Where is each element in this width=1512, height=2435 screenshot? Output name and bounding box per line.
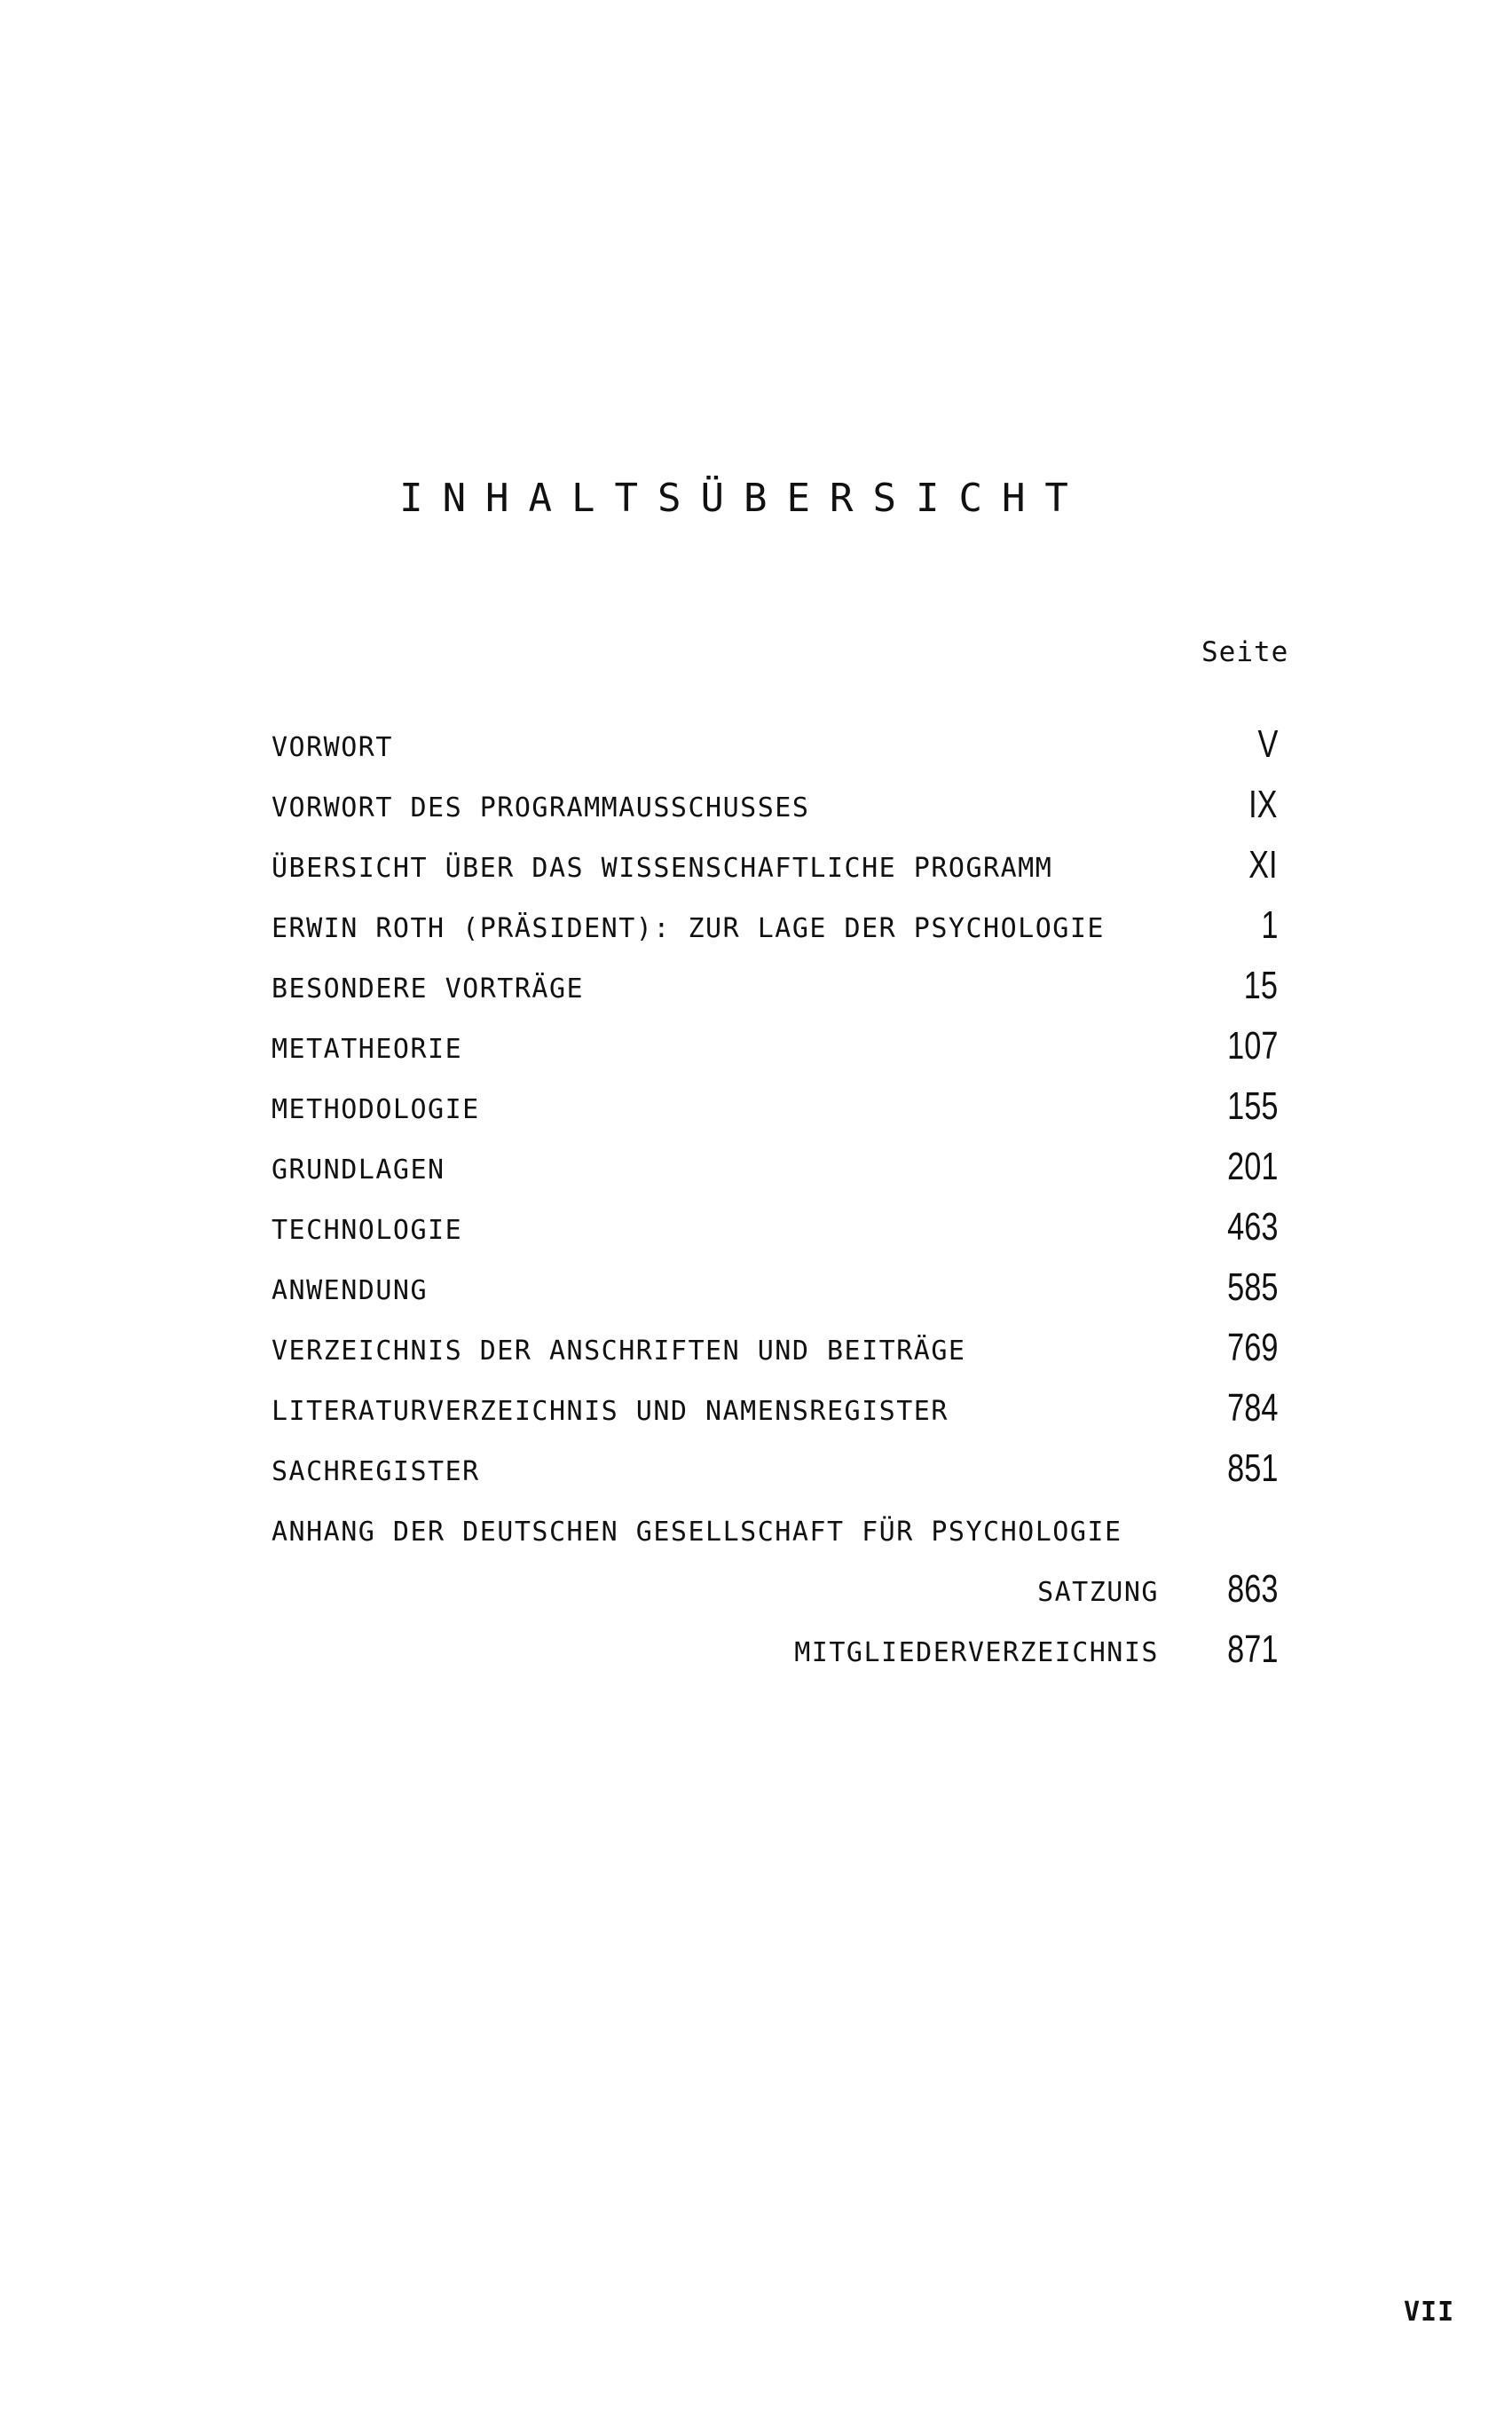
toc-entry-literaturverzeichnis bbox=[272, 1374, 1278, 1434]
toc-entry-title: SATZUNG bbox=[1037, 1577, 1159, 1608]
toc-entry-verzeichnis-anschriften bbox=[272, 1313, 1278, 1374]
toc-entry-technologie bbox=[272, 1193, 1278, 1253]
toc-entry-methodologie bbox=[272, 1072, 1278, 1132]
toc-entry-title: VORWORT DES PROGRAMMAUSSCHUSSES bbox=[272, 792, 810, 823]
toc-entry-title: SACHREGISTER bbox=[272, 1456, 480, 1487]
toc-entry-title: ANWENDUNG bbox=[272, 1275, 429, 1306]
toc-entry-title: VERZEICHNIS DER ANSCHRIFTEN UND BEITRÄGE bbox=[272, 1336, 966, 1367]
toc-entry-vorwort bbox=[272, 710, 1278, 770]
toc-entry-page: 585 bbox=[1226, 1265, 1278, 1309]
toc-entry-page: 107 bbox=[1226, 1024, 1278, 1068]
toc-entry-title: BESONDERE VORTRÄGE bbox=[272, 973, 585, 1005]
toc-entry-page: 201 bbox=[1226, 1145, 1278, 1188]
toc-entry-page: IX bbox=[1248, 783, 1278, 826]
toc-entry-page: 871 bbox=[1226, 1627, 1278, 1671]
toc-entry-anwendung bbox=[272, 1253, 1278, 1313]
toc-entry-sachregister bbox=[272, 1434, 1278, 1494]
toc-entry-title: GRUNDLAGEN bbox=[272, 1154, 445, 1186]
toc-entry-erwin-roth bbox=[272, 891, 1278, 951]
toc-entry-page: 784 bbox=[1226, 1386, 1278, 1430]
toc-entry-title: ANHANG DER DEUTSCHEN GESELLSCHAFT FÜR PSYCHOLOGIE bbox=[272, 1517, 1122, 1548]
toc-entry-title: METHODOLOGIE bbox=[272, 1094, 480, 1125]
toc-entry-page: V bbox=[1257, 722, 1278, 766]
page-title: INHALTSÜBERSICHT bbox=[399, 476, 1088, 521]
toc-entry-page: 15 bbox=[1243, 964, 1278, 1007]
toc-entry-vorwort-programmausschuss bbox=[272, 770, 1278, 831]
toc-entry-page: 769 bbox=[1226, 1326, 1278, 1369]
toc-entry-title: LITERATURVERZEICHNIS UND NAMENSREGISTER bbox=[272, 1396, 949, 1427]
toc-entry-title: MITGLIEDERVERZEICHNIS bbox=[794, 1637, 1159, 1668]
toc-entry-page: 155 bbox=[1226, 1084, 1278, 1128]
toc-entry-page: 1 bbox=[1260, 903, 1278, 947]
toc-entry-page: XI bbox=[1248, 843, 1278, 887]
toc-entry-title: ÜBERSICHT ÜBER DAS WISSENSCHAFTLICHE PROGRAMM bbox=[272, 853, 1053, 884]
toc-entry-uebersicht bbox=[272, 831, 1278, 891]
toc-entry-page: 463 bbox=[1226, 1205, 1278, 1249]
toc-entry-title: TECHNOLOGIE bbox=[272, 1215, 463, 1246]
toc-entry-title: VORWORT bbox=[272, 732, 393, 763]
seite-column-label: Seite bbox=[1201, 636, 1289, 668]
toc-entry-title: METATHEORIE bbox=[272, 1034, 463, 1065]
toc-entry-page: 851 bbox=[1226, 1446, 1278, 1490]
toc-entry-metatheorie bbox=[272, 1012, 1278, 1072]
toc-entry-mitgliederverzeichnis bbox=[272, 1615, 1278, 1675]
toc-entry-besondere-vortraege bbox=[272, 951, 1278, 1012]
table-of-contents bbox=[272, 710, 1278, 1675]
toc-entry-grundlagen bbox=[272, 1132, 1278, 1193]
toc-entry-satzung bbox=[272, 1555, 1278, 1615]
toc-entry-title: ERWIN ROTH (PRÄSIDENT): ZUR LAGE DER PSYCHOLOGIE bbox=[272, 913, 1105, 944]
toc-entry-page: 863 bbox=[1226, 1567, 1278, 1611]
toc-entry-anhang bbox=[272, 1494, 1278, 1555]
page-number: VII bbox=[1404, 2297, 1455, 2328]
